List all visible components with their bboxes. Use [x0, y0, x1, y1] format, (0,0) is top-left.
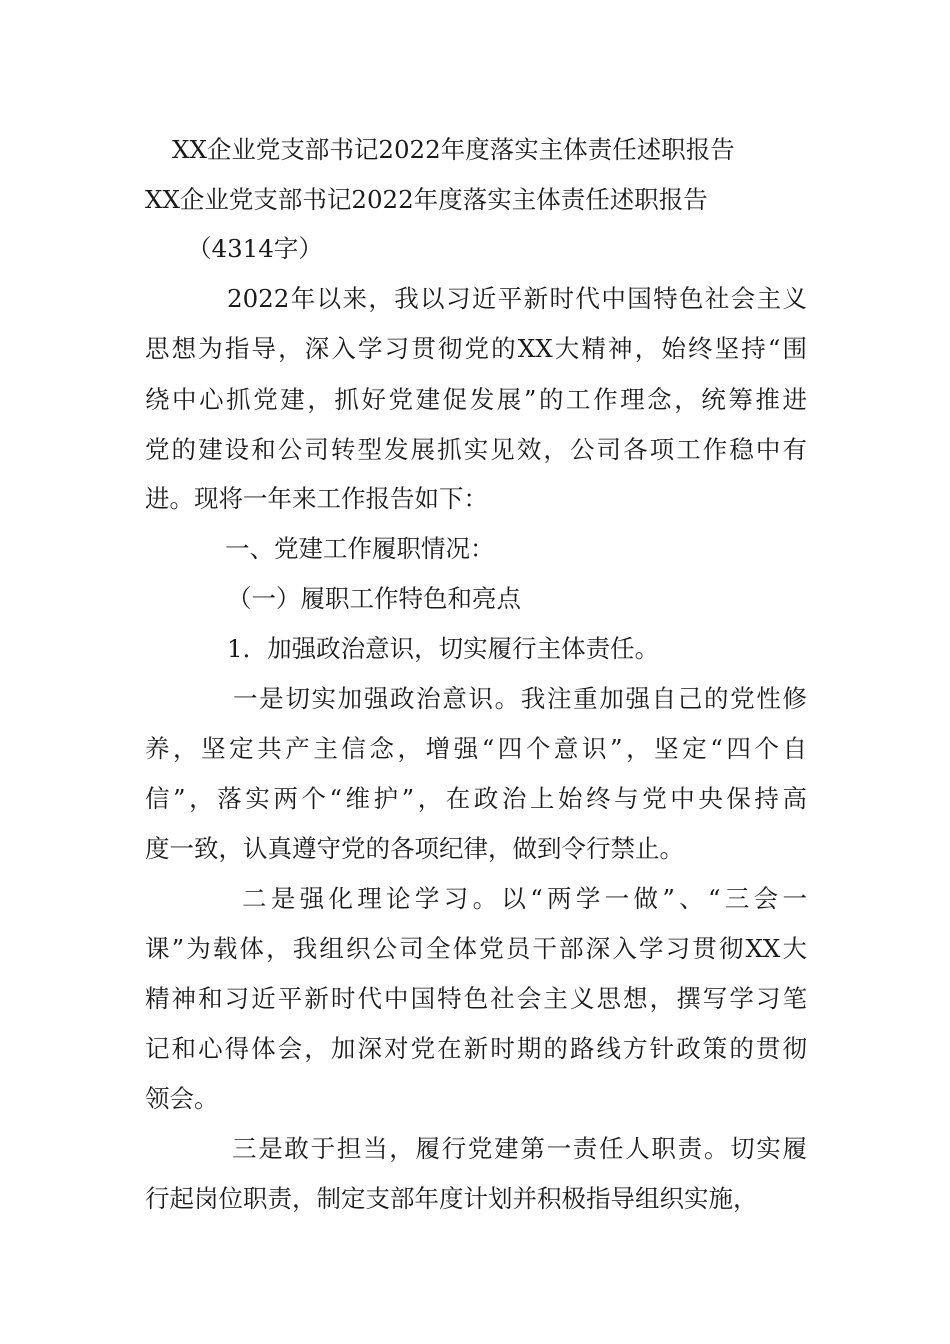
word-count: （4314字）: [187, 234, 323, 263]
para-3-line-2: 行起岗位职责，制定支部年度计划并积极指导组织实施，: [145, 1184, 758, 1213]
para-2-line-5: 领会。: [145, 1084, 219, 1113]
intro-line-1: 2022年以来，我以习近平新时代中国特色社会主义: [227, 284, 807, 313]
para-3-line-1: 三是敢于担当，履行党建第一责任人职责。切实履: [232, 1134, 807, 1163]
para-2-line-1: 二是强化理论学习。以“两学一做”、“三会一: [242, 884, 807, 913]
para-1-line-2: 养，坚定共产主信念，增强“四个意识”，坚定“四个自: [145, 734, 807, 763]
document-title-line-1: XX企业党支部书记2022年度落实主体责任述职报告: [172, 135, 735, 164]
intro-line-3: 绕中心抓党建，抓好党建促发展”的工作理念，统筹推进: [145, 385, 807, 414]
item-1-heading: 1．加强政治意识，切实履行主体责任。: [227, 634, 660, 663]
para-2-line-4: 记和心得体会，加深对党在新时期的路线方针政策的贯彻: [145, 1034, 807, 1063]
para-1-line-3: 信”，落实两个“维护”，在政治上始终与党中央保持高: [145, 784, 807, 813]
para-2-line-2: 课”为载体，我组织公司全体党员干部深入学习贯彻XX大: [145, 934, 807, 963]
para-1-line-1: 一是切实加强政治意识。我注重加强自己的党性修: [233, 684, 807, 713]
para-2-line-3: 精神和习近平新时代中国特色社会主义思想，撰写学习笔: [145, 984, 807, 1013]
intro-line-5: 进。现将一年来工作报告如下：: [145, 484, 488, 513]
section-1-heading: 一、党建工作履职情况：: [225, 534, 495, 563]
para-1-line-4: 度一致，认真遵守党的各项纪律，做到令行禁止。: [145, 834, 684, 863]
intro-line-4: 党的建设和公司转型发展抓实见效，公司各项工作稳中有: [145, 435, 807, 464]
document-title-line-2: XX企业党支部书记2022年度落实主体责任述职报告: [145, 185, 708, 214]
subsection-1-heading: （一）履职工作特色和亮点: [227, 584, 521, 613]
intro-line-2: 思想为指导，深入学习贯彻党的XX大精神，始终坚持“围: [145, 334, 807, 363]
